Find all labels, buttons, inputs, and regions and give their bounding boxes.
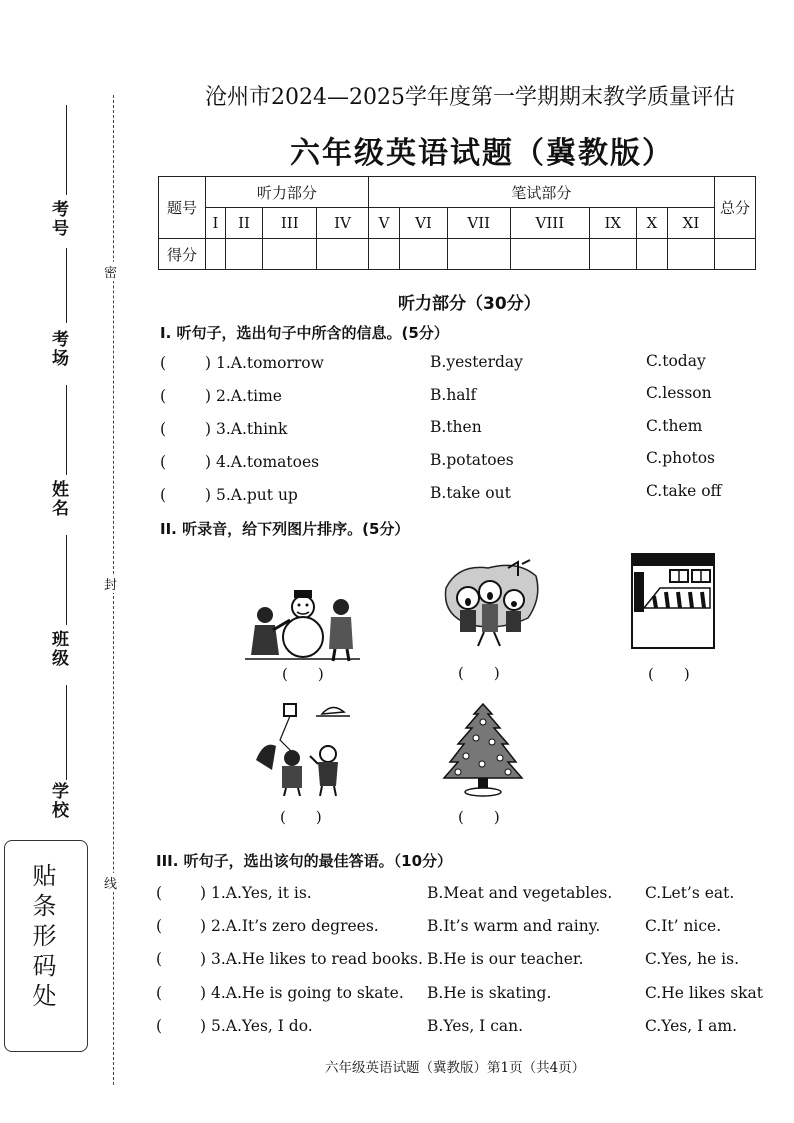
score-cell[interactable] <box>226 239 263 270</box>
answer-blank-open: ( <box>160 354 167 372</box>
score-cell[interactable] <box>589 239 636 270</box>
s1-q2-option-a: ) 2.A.time <box>205 387 282 405</box>
score-cell[interactable] <box>263 239 317 270</box>
numeral-cell: II <box>226 208 263 239</box>
s1-q3-option-c: C.them <box>646 417 703 435</box>
exam-number-label: 考号 <box>48 200 68 238</box>
answer-blank-open: ( <box>156 950 163 968</box>
page-footer: 六年级英语试题（冀教版）第1页（共4页） <box>325 1060 586 1076</box>
answer-blank-open: ( <box>160 387 167 405</box>
s3-q2-option-c: C.It’ nice. <box>645 917 722 935</box>
picture4-answer-blank[interactable]: ( ) <box>280 808 322 826</box>
s1-q3-option-a: ) 3.A.think <box>205 420 288 438</box>
score-label: 得分 <box>159 239 206 270</box>
s1-q5-option-a: ) 5.A.put up <box>205 486 298 504</box>
section3-heading: III. 听句子，选出该句的最佳答语。（10分） <box>156 852 453 870</box>
s3-q4-option-b: B.He is skating. <box>427 984 552 1002</box>
total-score-cell[interactable] <box>715 239 756 270</box>
answer-blank-open: ( <box>156 1017 163 1035</box>
score-cell[interactable] <box>636 239 667 270</box>
numeral-cell: III <box>263 208 317 239</box>
seal-char-feng: 封 <box>104 574 117 593</box>
s1-q2-option-c: C.lesson <box>646 384 712 402</box>
score-cell[interactable] <box>510 239 589 270</box>
s3-q5-option-c: C.Yes, I am. <box>645 1017 738 1035</box>
christmas-tree-picture <box>442 702 524 798</box>
score-cell[interactable] <box>206 239 226 270</box>
exam-room-label: 考场 <box>48 330 68 368</box>
exam-subtitle: 六年级英语试题（冀教版） <box>290 136 674 171</box>
s1-q5-option-c: C.take off <box>646 482 722 500</box>
picture3-answer-blank[interactable]: ( ) <box>648 665 690 683</box>
s1-q3-option-b: B.then <box>430 418 482 436</box>
class-label: 班级 <box>48 630 68 668</box>
s1-q1-option-a: ) 1.A.tomorrow <box>205 354 324 372</box>
s3-q2-option-b: B.It’s warm and rainy. <box>427 917 601 935</box>
s3-q1-option-b: B.Meat and vegetables. <box>427 884 613 902</box>
score-table <box>158 176 756 270</box>
listening-part-title: 听力部分（30分） <box>398 294 541 314</box>
school-line <box>66 685 67 780</box>
answer-blank-open: ( <box>156 917 163 935</box>
singing-children-picture <box>438 558 543 648</box>
score-cell[interactable] <box>447 239 510 270</box>
numeral-cell: VII <box>447 208 510 239</box>
numeral-cell: IV <box>317 208 368 239</box>
s1-q4-option-a: ) 4.A.tomatoes <box>205 453 320 471</box>
s1-q2-option-b: B.half <box>430 386 477 404</box>
s3-q3-option-a: ) 3.A.He likes to read books. <box>200 950 423 968</box>
question-number-label: 题号 <box>159 177 206 239</box>
numeral-cell: IX <box>589 208 636 239</box>
answer-blank-open: ( <box>160 453 167 471</box>
s1-q4-option-b: B.potatoes <box>430 451 514 469</box>
answer-blank-open: ( <box>160 420 167 438</box>
s3-q2-option-a: ) 2.A.It’s zero degrees. <box>200 917 379 935</box>
numeral-cell: V <box>368 208 400 239</box>
exam-title: 沧州市2024—2025学年度第一学期期末教学质量评估 <box>205 85 735 110</box>
picture2-answer-blank[interactable]: ( ) <box>458 664 500 682</box>
seal-char-mi: 密 <box>104 262 117 281</box>
barcode-box <box>4 840 88 1052</box>
numeral-cell: XI <box>667 208 714 239</box>
score-cell[interactable] <box>667 239 714 270</box>
score-cell[interactable] <box>317 239 368 270</box>
writing-header: 笔试部分 <box>368 177 714 208</box>
listening-header: 听力部分 <box>206 177 369 208</box>
school-label: 学校 <box>48 782 68 820</box>
numeral-cell: I <box>206 208 226 239</box>
s1-q4-option-c: C.photos <box>646 449 715 467</box>
s3-q4-option-a: ) 4.A.He is going to skate. <box>200 984 404 1002</box>
score-cell[interactable] <box>400 239 447 270</box>
s1-q5-option-b: B.take out <box>430 484 511 502</box>
s3-q1-option-a: ) 1.A.Yes, it is. <box>200 884 312 902</box>
s3-q4-option-c: C.He likes skat <box>645 984 764 1002</box>
picture1-answer-blank[interactable]: ( ) <box>282 665 324 683</box>
name-line <box>66 385 67 475</box>
name-label: 姓名 <box>48 480 68 518</box>
picture5-answer-blank[interactable]: ( ) <box>458 808 500 826</box>
numeral-cell: X <box>636 208 667 239</box>
numeral-cell: VIII <box>510 208 589 239</box>
s3-q5-option-a: ) 5.A.Yes, I do. <box>200 1017 313 1035</box>
score-cell[interactable] <box>368 239 400 270</box>
exam-room-line <box>66 248 67 323</box>
numeral-cell: VI <box>400 208 447 239</box>
s3-q3-option-b: B.He is our teacher. <box>427 950 584 968</box>
s1-q1-option-b: B.yesterday <box>430 353 523 371</box>
answer-blank-open: ( <box>156 884 163 902</box>
s3-q3-option-c: C.Yes, he is. <box>645 950 740 968</box>
class-line <box>66 535 67 625</box>
s3-q5-option-b: B.Yes, I can. <box>427 1017 524 1035</box>
s3-q1-option-c: C.Let’s eat. <box>645 884 735 902</box>
barcode-label: 贴条形码处 <box>28 863 56 1013</box>
answer-blank-open: ( <box>156 984 163 1002</box>
snowman-picture <box>245 585 360 663</box>
seal-char-xian: 线 <box>104 873 117 892</box>
building-picture <box>630 552 716 650</box>
s1-q1-option-c: C.today <box>646 352 706 370</box>
total-header: 总分 <box>715 177 756 239</box>
section1-heading: I. 听句子，选出句子中所含的信息。(5分） <box>160 324 449 342</box>
answer-blank-open: ( <box>160 486 167 504</box>
kite-picture <box>252 700 352 796</box>
exam-number-line <box>66 105 67 195</box>
section2-heading: II. 听录音，给下列图片排序。(5分） <box>160 520 410 538</box>
